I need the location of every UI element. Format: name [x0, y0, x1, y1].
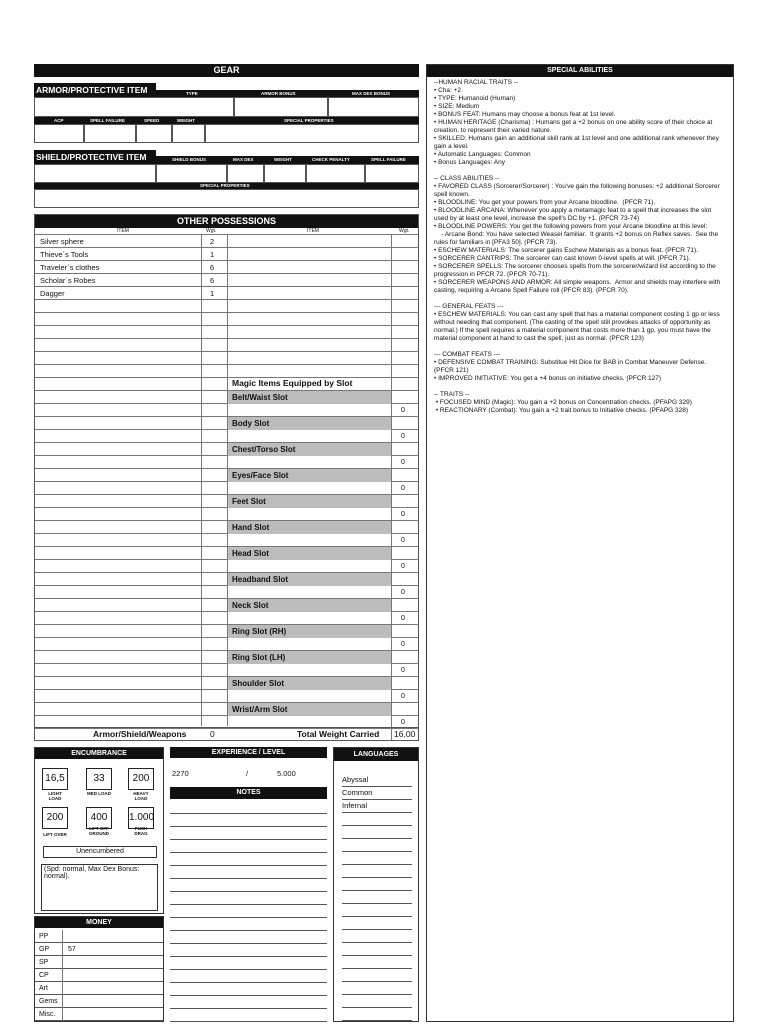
slot-label: Ring Slot (LH) [228, 651, 391, 664]
armor-col-bonus: ARMOR BONUS [261, 91, 296, 96]
slot-weight: 0 [401, 485, 405, 492]
language-item[interactable]: Infernal [342, 801, 412, 813]
possession-weight: 1 [210, 250, 215, 259]
armor-acp-field[interactable] [34, 124, 84, 143]
notes-line[interactable] [170, 982, 327, 983]
col-wgt-right: Wgt. [399, 228, 410, 234]
slot-label: Belt/Waist Slot [228, 391, 391, 404]
special-abilities-text[interactable]: --HUMAN RACIAL TRAITS -- • Cha: +2 • TYPE: Humanoid (Human) • SIZE: Medium • BONUS FEAT: Humans may choose a bonus feat at 1st level. • HUMAN HERITAGE (Charisma) : Humans get a +2 bonus on one ability score of their choice at creation, to represent their varied nature. • SKILLED: Humans gain an additional skill rank at 1st level and one additional rank whenever they gain a level. • Automatic Languages: Common • Bonus Languages: Any -- CLASS ABILITIES -- • FAVORED CLASS (Sorcerer/Sorcerer) : You've gain the following bonuses: +2 additional Sorcerer spell known. • BLOODLINE: You get your powers from your Arcane bloodline. (PFCR 71). • BLOODLINE ARCANA: Whenever you apply a metamagic feat to a spell that increases the slot used by at least one level, increase the spell's DC by +1. (PFCR 73-74) • BLOODLINE POWERS: You get the following powers from your Arcane bloodline at this level: - Arcane Bond: You have selected Weasel familiar. It grants +2 bonus on Reflex saves. See the rules for familiars in [PFA3 50]. (PFCR 73). • ESCHEW MATERIALS: The sorcerer gains Eschew Materials as a bonus feat. (PFCR 71). • SORCERER CANTRIPS: The sorcerer can cast known 0-level spells at will. (PFCR 71). • SORCERER SPELLS: The sorcerer chooses spells from the sorcerer/wizard list according to the progression in PFCR 72. (PFCR 70-71). • SORCERER WEAPONS AND ARMOR: All simple weapons. Armor and shields may interfere with casting, requiring a Arcane Spell Failure roll (PFCR 83). (PFCR 70). --- GENERAL FEATS --- • ESCHEW MATERIALS: You can cast any spell that has a material component costing 1 gp or less without needing that component. (The casting of the spell still provokes attacks of opportunity as normal.) If the spell requires a material component that costs more than 1 gp, you must have the material component at hand to cast the spell, just as normal. (PFCR 123) --- COMBAT FEATS --- • DEFENSIVE COMBAT TRAINING: Substitue Hit Dice for BAB in Combat Maneuver Defense. (PFCR 121) • IMPROVED INITIATIVE: You get a +4 bonus on initiative checks. (PFCR 127) -- TRAITS -- • FOCUSED MIND (Magic): You gain a +2 bonus on Concentration checks. (PFAPG 329) • REACTIONARY (Combat): You gain a +2 trait bonus to Initiative checks. (PFAPG 328) [434, 79, 721, 414]
language-line[interactable] [342, 827, 412, 839]
possession-weight: 6 [210, 263, 215, 272]
experience-title: EXPERIENCE / LEVEL [170, 747, 327, 758]
slot-weight: 0 [401, 537, 405, 544]
slot-label: Shoulder Slot [228, 677, 391, 690]
armor-spellfail-field[interactable] [84, 124, 136, 143]
notes-title: NOTES [170, 787, 327, 799]
encumbrance-status: Unencumbered [43, 846, 157, 858]
slot-label: Hand Slot [228, 521, 391, 534]
total-weight-label: Total Weight Carried [297, 729, 380, 739]
possession-name: Silver sphere [40, 237, 84, 246]
language-line[interactable] [342, 970, 412, 982]
language-line[interactable] [342, 983, 412, 995]
notes-line[interactable] [170, 826, 327, 827]
heavy-load-label: HEAVY LOAD [133, 791, 149, 801]
notes-line[interactable] [170, 904, 327, 905]
language-line[interactable] [342, 892, 412, 904]
armor-maxdex-field[interactable] [328, 97, 419, 117]
money-label: CP [39, 972, 49, 979]
notes-line[interactable] [170, 943, 327, 944]
xp-next: 5.000 [277, 769, 296, 778]
encumbrance-section [34, 747, 164, 914]
shield-col-check: CHECK PENALTY [312, 157, 350, 162]
asw-value: 0 [210, 729, 215, 739]
special-abilities-title: SPECIAL ABILITIES [427, 65, 733, 77]
xp-separator: / [246, 769, 249, 778]
shield-col-special: SPECIAL PROPERTIES [200, 183, 250, 188]
asw-label: Armor/Shield/Weapons [93, 729, 187, 739]
possessions-title: OTHER POSSESSIONS [35, 215, 418, 228]
armor-col-maxdex: MAX DEX BONUS [352, 91, 391, 96]
slot-weight: 0 [401, 459, 405, 466]
notes-line[interactable] [170, 1008, 327, 1009]
notes-line[interactable] [170, 865, 327, 866]
col-item-left: ITEM [117, 228, 129, 234]
money-label: Art [39, 985, 48, 992]
money-label: Gems [39, 998, 58, 1005]
money-row[interactable] [35, 1008, 163, 1021]
slot-weight: 0 [401, 433, 405, 440]
lift-off-label: LIFT OFF GROUND [89, 826, 109, 836]
language-line[interactable] [342, 918, 412, 930]
armor-speed-field[interactable] [136, 124, 172, 143]
col-wgt-left: Wgt. [206, 228, 217, 234]
push-label: PUSH DRAG [134, 826, 148, 836]
notes-line[interactable] [170, 917, 327, 918]
shield-check-field[interactable] [306, 164, 365, 183]
languages-title: LANGUAGES [334, 748, 418, 761]
xp-current[interactable]: 2270 [172, 769, 189, 778]
slot-label: Chest/Torso Slot [228, 443, 391, 456]
money-label: SP [39, 959, 49, 966]
gear-section [34, 64, 419, 209]
armor-col-weight: WEIGHT [177, 118, 195, 123]
notes-line[interactable] [170, 969, 327, 970]
language-item[interactable]: Common [342, 788, 412, 800]
heavy-load-value[interactable]: 200 [128, 768, 154, 790]
shield-col-spellfail: SPELL FAILURE [371, 157, 406, 162]
language-line[interactable] [342, 814, 412, 826]
slot-label: Head Slot [228, 547, 391, 560]
notes-line[interactable] [170, 839, 327, 840]
money-section [34, 916, 164, 1022]
notes-line[interactable] [170, 891, 327, 892]
slot-label: Ring Slot (RH) [228, 625, 391, 638]
lift-over-label: LIFT OVER [43, 832, 67, 837]
money-rows [35, 930, 163, 1022]
money-title: MONEY [35, 917, 163, 928]
shield-col-weight: WEIGHT [274, 157, 292, 162]
money-label: PP [39, 933, 49, 940]
magic-title: Magic Items Equipped by Slot [232, 378, 353, 388]
encumbrance-title: ENCUMBRANCE [35, 748, 163, 759]
slot-weight: 0 [401, 563, 405, 570]
language-line[interactable] [342, 931, 412, 943]
shield-col-bonus: SHIELD BONUS [172, 157, 207, 162]
notes-line[interactable] [170, 852, 327, 853]
armor-special-field[interactable] [205, 124, 419, 143]
money-row[interactable] [35, 969, 163, 982]
language-line[interactable] [342, 905, 412, 917]
armor-col-spellfail: SPELL FAILURE [90, 118, 125, 123]
slot-label: Body Slot [228, 417, 391, 430]
shield-header [34, 150, 419, 164]
push-value[interactable]: 1.000 [128, 807, 154, 829]
language-line[interactable] [342, 840, 412, 852]
armor-title: ARMOR/PROTECTIVE ITEM [34, 83, 156, 97]
shield-weight-field[interactable] [264, 164, 306, 183]
language-line[interactable] [342, 1009, 412, 1021]
money-row[interactable] [35, 930, 163, 943]
possession-weight: 6 [210, 276, 215, 285]
slot-weight: 0 [401, 693, 405, 700]
gear-title: GEAR [34, 64, 419, 77]
armor-col-special: SPECIAL PROPERTIES [284, 118, 334, 123]
slot-weight: 0 [401, 407, 405, 414]
possession-weight: 1 [210, 289, 215, 298]
notes-line[interactable] [170, 930, 327, 931]
notes-line[interactable] [170, 1021, 327, 1022]
slot-weight: 0 [401, 511, 405, 518]
possession-name: Dagger [40, 289, 65, 298]
language-line[interactable] [342, 853, 412, 865]
languages-section [333, 747, 419, 1022]
col-item-right: ITEM [307, 228, 319, 234]
special-abilities-section [426, 64, 734, 1022]
notes-line[interactable] [170, 878, 327, 879]
armor-col-speed: SPEED [144, 118, 160, 123]
shield-maxdex-field[interactable] [227, 164, 264, 183]
possession-weight: 2 [210, 237, 215, 246]
possessions-section [34, 214, 419, 741]
shield-title: SHIELD/PROTECTIVE ITEM [34, 150, 156, 164]
money-row[interactable] [35, 982, 163, 995]
shield-name-field[interactable] [34, 164, 156, 183]
possession-name: Thieve´s Tools [40, 250, 89, 259]
notes-line[interactable] [170, 995, 327, 996]
shield-col-maxdex: MAX DEX [233, 157, 254, 162]
slot-weight: 0 [401, 641, 405, 648]
med-load-value[interactable]: 33 [86, 768, 112, 790]
slot-weight: 0 [401, 615, 405, 622]
shield-special-field[interactable] [34, 189, 419, 208]
lift-off-value[interactable]: 400 [86, 807, 112, 829]
language-line[interactable] [342, 996, 412, 1008]
light-load-label: LIGHT LOAD [48, 791, 62, 801]
experience-section [170, 747, 327, 787]
armor-name-field[interactable] [34, 97, 234, 117]
money-row[interactable] [35, 995, 163, 1008]
armor-col-type: TYPE [186, 91, 198, 96]
lift-over-value[interactable]: 200 [42, 807, 68, 829]
slot-label: Eyes/Face Slot [228, 469, 391, 482]
slot-label: Wrist/Arm Slot [228, 703, 391, 716]
light-load-value[interactable]: 16,5 [42, 768, 68, 790]
possession-name: Traveler´s clothes [40, 263, 100, 272]
encumbrance-note: (Spd: normal, Max Dex Bonus: normal). [41, 864, 158, 911]
possessions-header-row [35, 228, 418, 235]
med-load-label: MED LOAD [87, 791, 111, 796]
notes-line[interactable] [170, 813, 327, 814]
slot-label: Headband Slot [228, 573, 391, 586]
language-line[interactable] [342, 944, 412, 956]
money-row[interactable] [35, 956, 163, 969]
notes-line[interactable] [170, 956, 327, 957]
armor-bonus-field[interactable] [234, 97, 328, 117]
possession-name: Scholar´s Robes [40, 276, 96, 285]
shield-spellfail-field[interactable] [365, 164, 419, 183]
language-item[interactable]: Abyssal [342, 775, 412, 787]
money-row[interactable] [35, 943, 163, 956]
language-line[interactable] [342, 957, 412, 969]
notes-section [170, 787, 327, 1024]
slot-weight: 0 [401, 589, 405, 596]
slot-weight: 0 [401, 719, 405, 726]
money-label: GP [39, 946, 50, 953]
totals-row [35, 727, 418, 740]
armor-weight-field[interactable] [172, 124, 205, 143]
language-line[interactable] [342, 879, 412, 891]
shield-bonus-field[interactable] [156, 164, 227, 183]
total-weight-value: 16,00 [394, 729, 416, 739]
armor-col-acp: ACP [54, 118, 64, 123]
slot-weight: 0 [401, 667, 405, 674]
slot-label: Neck Slot [228, 599, 391, 612]
armor-header [34, 83, 419, 97]
slot-label: Feet Slot [228, 495, 391, 508]
language-line[interactable] [342, 866, 412, 878]
money-value: 57 [68, 946, 76, 953]
money-label: Misc. [39, 1011, 56, 1018]
